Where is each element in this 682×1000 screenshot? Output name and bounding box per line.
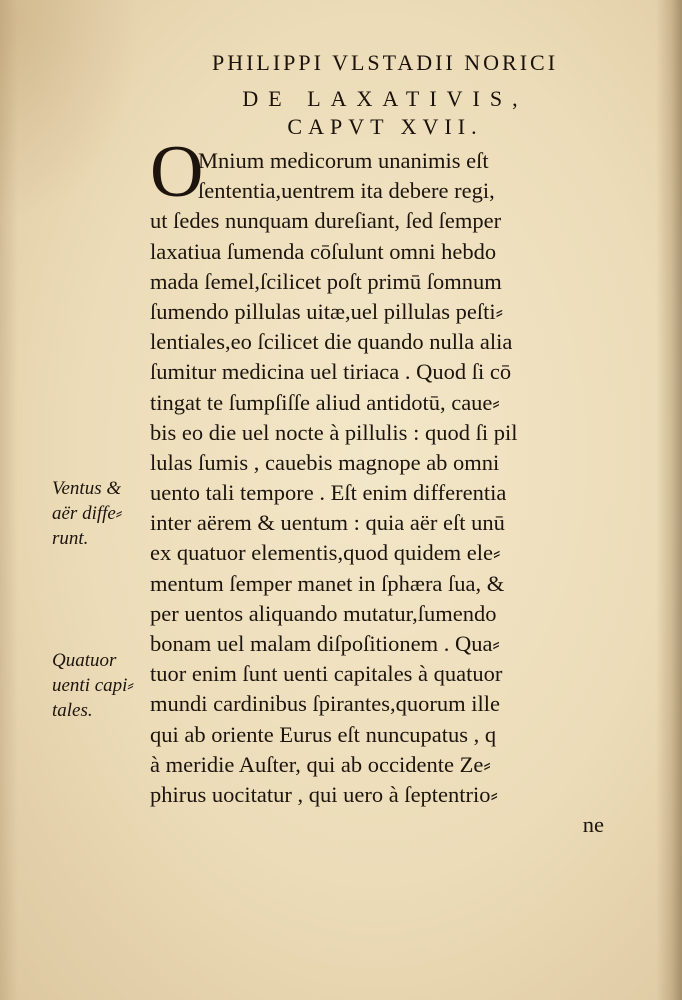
text-line: per uentos aliquando mutatur,ſumendo <box>150 600 497 626</box>
margin-note-line: tales. <box>52 700 93 721</box>
margin-note-line: Quatuor <box>52 650 117 671</box>
paper-stain <box>0 0 140 220</box>
margin-note-line: Ventus & <box>52 478 122 499</box>
catchword: ne <box>582 812 604 838</box>
text-line: laxatiua ſumenda cōſulunt omni hebdo <box>150 238 497 264</box>
text-line: ut ſedes nunquam dureſiant, ſed ſemper <box>150 208 502 234</box>
text-line: mentum ſemper manet in ſphæra ſua, & <box>150 570 505 596</box>
text-line: bonam uel malam diſpoſitionem . Qua⸗ <box>150 631 500 656</box>
text-line: lulas ſumis , cauebis magnope ab omni <box>150 449 500 475</box>
heading-chapter: CAPVT XVII. <box>287 114 483 139</box>
page-shadow-right <box>656 0 682 1000</box>
text-line: lentiales,eo ſcilicet die quando nulla alia <box>150 329 513 355</box>
margin-note-line: uenti capi⸗ <box>52 675 134 696</box>
text-line: qui ab oriente Eurus eſt nuncupatus , q <box>150 721 497 747</box>
text-line: ſententia,uentrem ita debere regi, <box>198 178 495 204</box>
drop-cap: O <box>150 131 204 213</box>
margin-note-four-winds <box>52 648 134 723</box>
text-line: tuor enim ſunt uenti capitales à quatuor <box>150 661 503 687</box>
text-line: à meridie Auſter, qui ab occidente Ze⸗ <box>150 751 491 777</box>
heading-title: DE LAXATIVIS, <box>242 86 528 111</box>
margin-note-line: runt. <box>52 528 89 549</box>
margin-note-line: aër diffe⸗ <box>52 503 123 524</box>
text-line: Mnium medicorum unanimis eſt <box>198 148 489 173</box>
text-line: mada ſemel,ſcilicet poſt primū ſomnum <box>150 268 502 294</box>
text-line: inter aërem & uentum : quia aër eſt unū <box>150 510 505 536</box>
text-line: ſumitur medicina uel tiriaca . Quod ſi cō <box>150 359 512 385</box>
text-line: uento tali tempore . Eſt enim differentia <box>150 480 507 506</box>
text-line: ex quatuor elementis,quod quidem ele⸗ <box>150 540 501 566</box>
text-line: ſumendo pillulas uitæ,uel pillulas peſti⸗ <box>150 298 504 324</box>
text-line: bis eo die uel nocte à pillulis : quod ſi pil <box>150 419 518 445</box>
text-line: tingat te ſumpſiſſe aliud antidotū, caue⸗ <box>150 389 500 415</box>
margin-note-winds-air <box>52 476 122 551</box>
body-text <box>150 146 620 840</box>
text-line: mundi cardinibus ſpirantes,quorum ille <box>150 691 500 717</box>
heading-author: PHILIPPI VLSTADII NORICI <box>211 50 559 75</box>
text-line: phirus uocitatur , qui uero à ſeptentrio⸗ <box>150 781 499 807</box>
